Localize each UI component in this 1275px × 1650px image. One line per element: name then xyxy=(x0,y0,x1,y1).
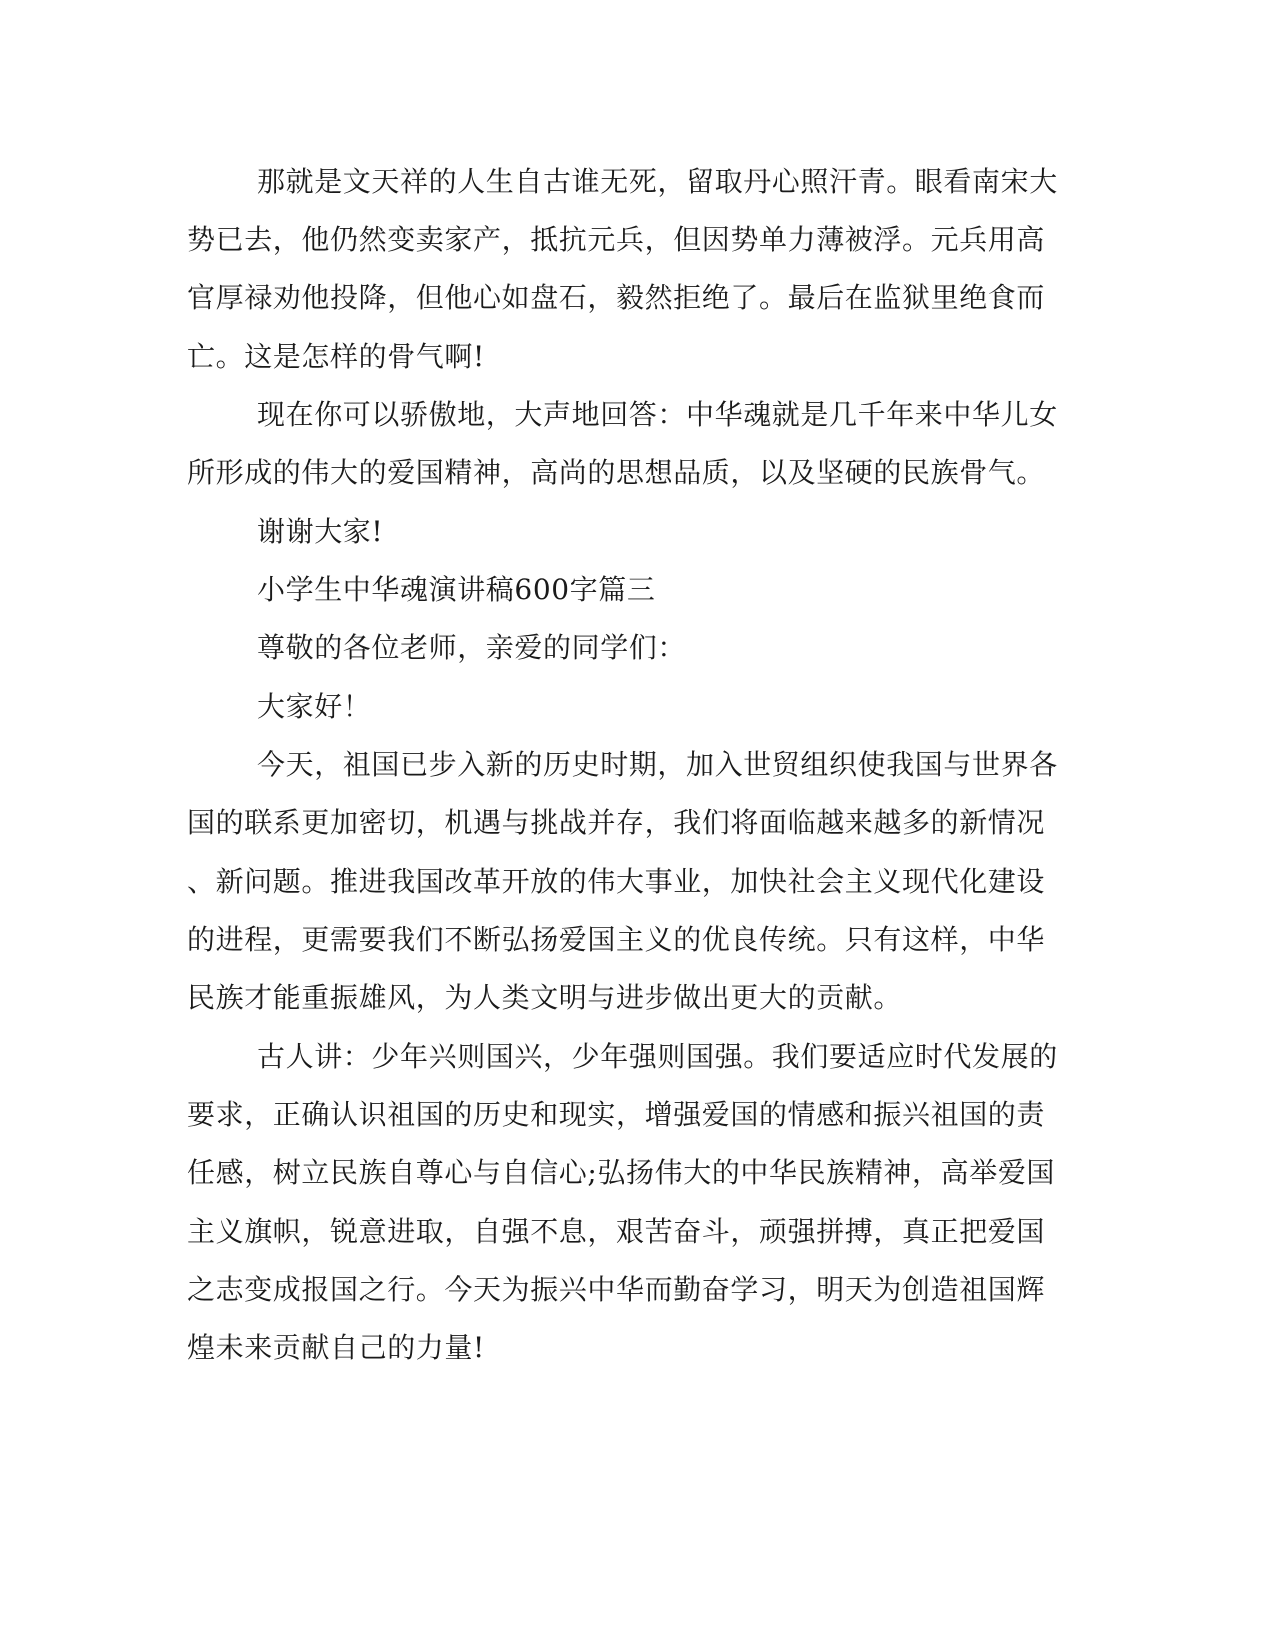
paragraph-7-line-5: 民族才能重振雄风，为人类文明与进步做出更大的贡献。 xyxy=(187,981,903,1014)
greeting-line: 大家好！ xyxy=(257,690,372,723)
paragraph-1-line-3: 官厚禄劝他投降，但他心如盘石，毅然拒绝了。最后在监狱里绝食而 xyxy=(187,281,1046,314)
paragraph-1-line-4: 亡。这是怎样的骨气啊! xyxy=(187,340,485,373)
paragraph-7-line-1: 今天，祖国已步入新的历史时期，加入世贸组织使我国与世界各 xyxy=(257,748,1058,781)
paragraph-8-line-1: 古人讲：少年兴则国兴，少年强则国强。我们要适应时代发展的 xyxy=(257,1040,1058,1073)
salutation-line: 尊敬的各位老师，亲爱的同学们： xyxy=(257,631,687,664)
paragraph-8-line-2: 要求，正确认识祖国的历史和现实，增强爱国的情感和振兴祖国的责 xyxy=(187,1098,1046,1131)
section-title: 小学生中华魂演讲稿600字篇三 xyxy=(257,573,656,606)
paragraph-7-line-3: 、新问题。推进我国改革开放的伟大事业，加快社会主义现代化建设 xyxy=(187,865,1046,898)
paragraph-8-line-6: 煌未来贡献自己的力量! xyxy=(187,1331,485,1364)
paragraph-8-line-3: 任感，树立民族自尊心与自信心;弘扬伟大的中华民族精神，高举爱国 xyxy=(187,1156,1056,1189)
paragraph-1-line-2: 势已去，他仍然变卖家产，抵抗元兵，但因势单力薄被浮。元兵用高 xyxy=(187,223,1046,256)
paragraph-7-line-4: 的进程，更需要我们不断弘扬爱国主义的优良传统。只有这样，中华 xyxy=(187,923,1046,956)
paragraph-1-line-1: 那就是文天祥的人生自古谁无死，留取丹心照汗青。眼看南宋大 xyxy=(257,165,1058,198)
paragraph-8-line-5: 之志变成报国之行。今天为振兴中华而勤奋学习，明天为创造祖国辉 xyxy=(187,1273,1046,1306)
paragraph-7-line-2: 国的联系更加密切，机遇与挑战并存，我们将面临越来越多的新情况 xyxy=(187,806,1046,839)
paragraph-2-line-1: 现在你可以骄傲地，大声地回答：中华魂就是几千年来中华儿女 xyxy=(257,398,1058,431)
paragraph-8-line-4: 主义旗帜，锐意进取，自强不息，艰苦奋斗，顽强拼搏，真正把爱国 xyxy=(187,1215,1046,1248)
thanks-line: 谢谢大家! xyxy=(257,515,384,548)
paragraph-2-line-2: 所形成的伟大的爱国精神，高尚的思想品质，以及坚硬的民族骨气。 xyxy=(187,456,1046,489)
